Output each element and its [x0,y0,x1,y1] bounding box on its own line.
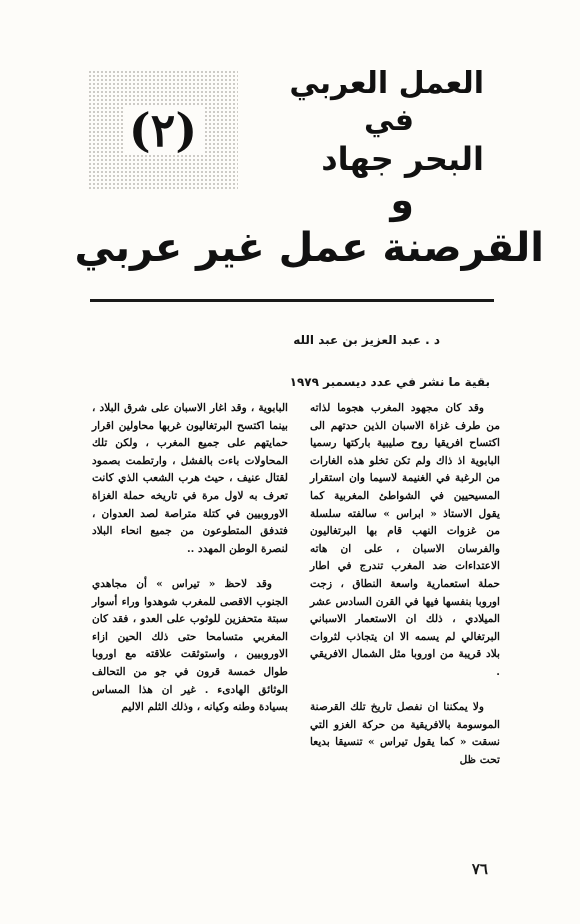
author-byline: د . عبد العزيز بن عبد الله [293,333,440,347]
continuation-note: بقية ما نشر في عدد ديسمبر ١٩٧٩ [289,375,490,389]
title-line-3: البحر جهاد [321,140,484,178]
page-number: ٧٦ [471,860,488,878]
paragraph: وقد لاحظ « تيراس » أن مجاهدي الجنوب الاقصى للمغرب شوهدوا وراء أسوار سبتة متحفزين للوثوب على العدو ، فقد كان المغربي متسامحا حتى ذلك الحين ازاء الاوروبيين ، واستوثقت علاقته مع اوروبا طوال خمسة قرون في جو من التحالف الوثائق الهادىء . غير ان هذا المساس بسيادة وطنه وكيانه ، وذلك الثلم الاليم [92,577,288,714]
title-line-2: في [364,103,414,138]
title-line-5: القرصنة عمل غير عربي [74,225,544,271]
part-number: (٢) [123,107,203,153]
text-column-right [310,400,500,769]
title-line-4: و [390,178,414,222]
title-line-1: العمل العربي [289,66,484,101]
paragraph: البابوية ، وقد اغار الاسبان على شرق البلاد ، بينما اكتسح البرتغاليون غربها محاولين اقرار حمايتهم على جميع المغرب ، ولكن تلك المحاولات باءت بالفشل ، وارتطمت بصمود لقتال عنيف ، حيث هرب الشعب الذي كانت تعرف به لاول مرة في تاريخه حملة الغزاة الاوروبيين في كتلة متراصة لصد العدوان ، فتدفق المتطوعون من جميع انحاء البلاد لنصرة الوطن المهدد .. [92,402,288,555]
article-title [74,64,544,276]
paragraph: وقد كان مجهود المغرب هجوما لذاته من طرف غزاة الاسبان الذين حدتهم الى اكتساح افريقيا روح صليبية باركتها رسميا البابوية اذ ذاك ولم تكن تخلو هذه الغارات من الرغبة في الغنيمة لاسيما وان استقرار المسيحيين في الشواطئ المغربية كما يقول الاستاذ « ابراس » سالفته سلسلة من غزوات النهب قام بها البرتغاليون والفرسان الاسبان ، على ان هاته الاعتداءات ضد المغرب تندرج في اطار حملة استعمارية واسعة النطاق ، زجت اوروبا بنفسها فيها في القرن السادس عشر الميلادي ، ذلك ان الاستعمار الاسباني البرتغالي لم يسمه الا ان يتجاذب لثروات بلاد قريبة من اوروبا مثل الشمال الافريقي . [310,402,500,678]
text-column-left [92,400,288,717]
paragraph: ولا يمكننا ان نفصل تاريخ تلك القرصنة الموسومة بالافريقية من حركة الغزو التي نسقت « كما يقول تيراس » تنسيقا بديعا تحت ظل [310,701,500,766]
title-divider [90,299,494,302]
